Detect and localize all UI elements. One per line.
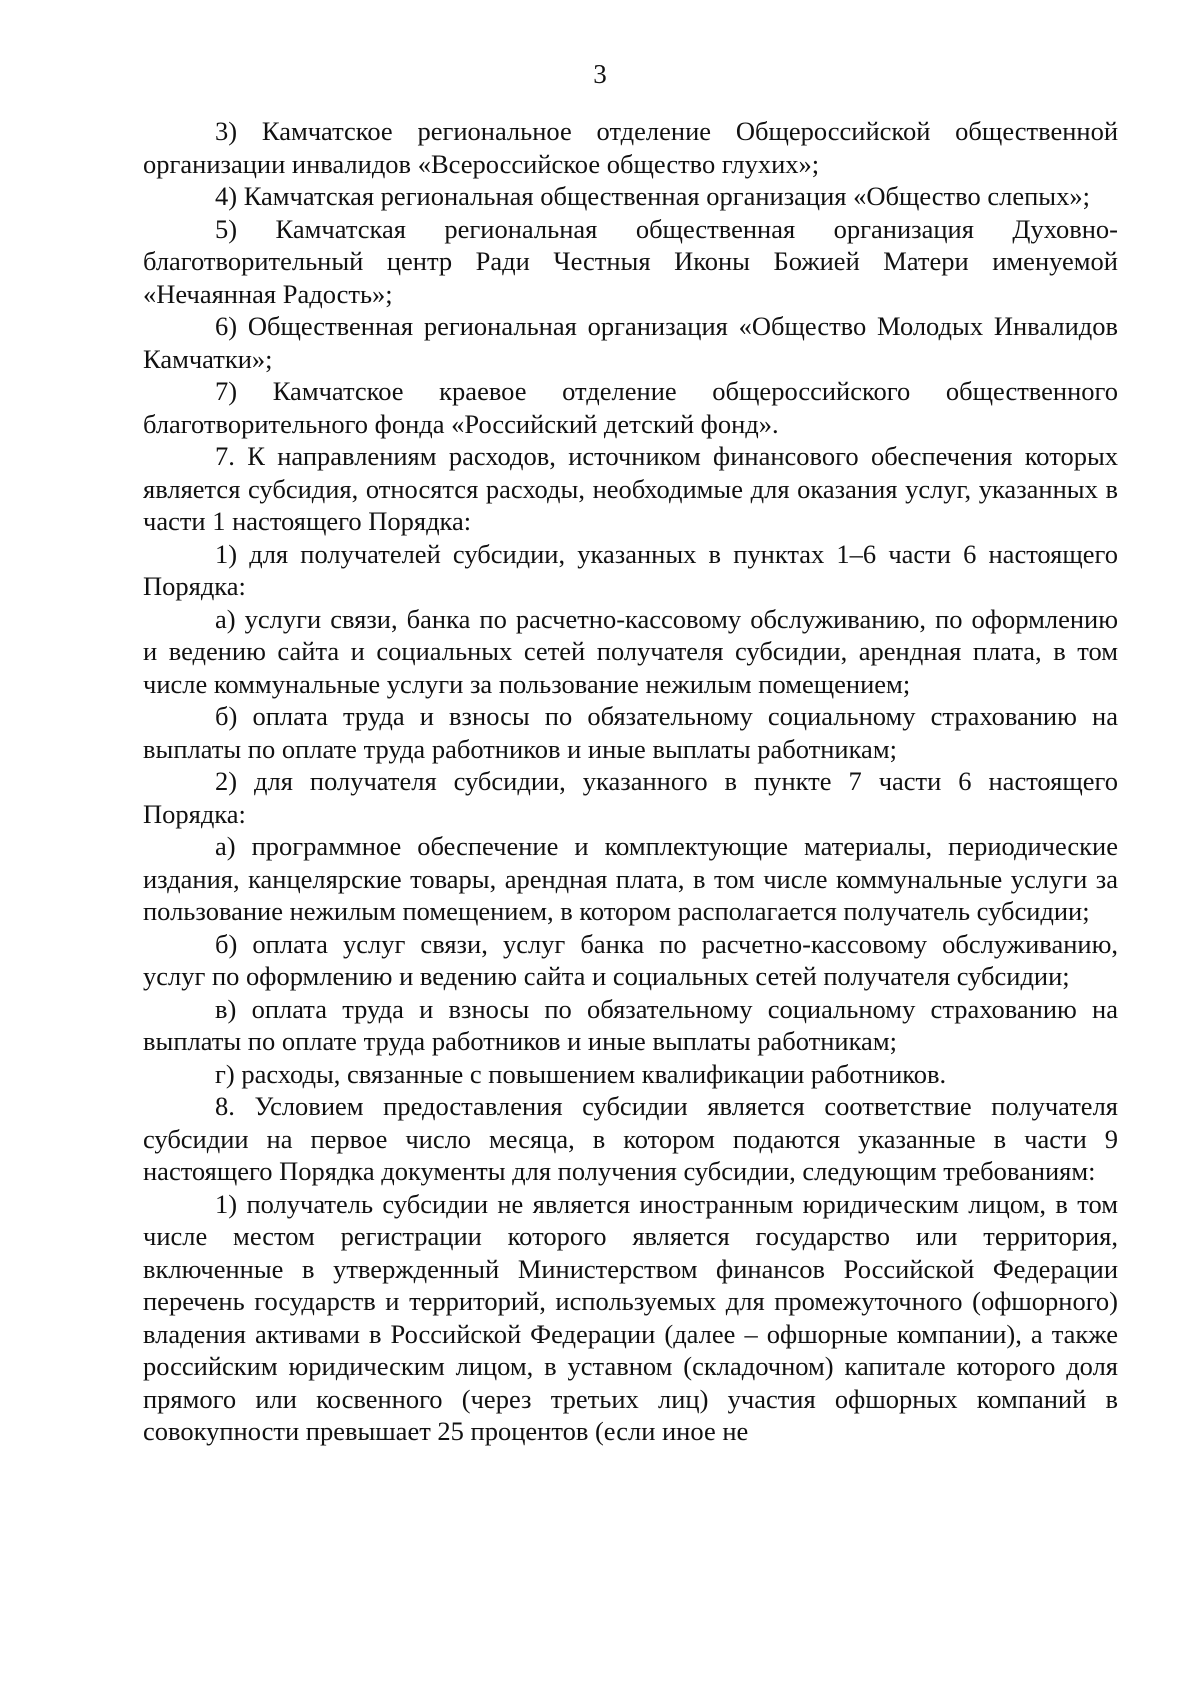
paragraph-section-7-item-1: 1) для получателей субсидии, указанных в пунктах 1–6 части 6 настоящего Порядка: bbox=[143, 538, 1118, 601]
paragraph-section-8: 8. Условием предоставления субсидии является соответствие получателя субсидии на первое число месяца, в котором подаются указанные в части 9 настоящего Порядка документы для получения субсидии, следующим требованиям: bbox=[143, 1091, 1118, 1186]
paragraph-section-7-item-2a: а) программное обеспечение и комплектующие материалы, периодические издания, канцелярские товары, арендная плата, в том числе коммунальные услуги за пользование нежилым помещением, в котором располагается получатель субсидии; bbox=[143, 831, 1118, 926]
page-number: 3 bbox=[593, 59, 607, 89]
paragraph-section-7-item-2b: б) оплата услуг связи, услуг банка по расчетно-кассовому обслуживанию, услуг по оформлению и ведению сайта и социальных сетей получателя субсидии; bbox=[143, 928, 1118, 991]
paragraph-section-7-item-1a: а) услуги связи, банка по расчетно-кассовому обслуживанию, по оформлению и ведению сайта и социальных сетей получателя субсидии, арендная плата, в том числе коммунальные услуги за пользование нежилым помещением; bbox=[143, 603, 1118, 699]
paragraph-section-7-item-2: 2) для получателя субсидии, указанного в пункте 7 части 6 настоящего Порядка: bbox=[143, 766, 1118, 829]
paragraph-item-5: 5) Камчатская региональная общественная организация Духовно-благотворительный центр Ради Честныя Иконы Божией Матери именуемой «Нечаянная Радость»; bbox=[143, 213, 1118, 309]
paragraph-item-7: 7) Камчатское краевое отделение общероссийского общественного благотворительного фонда «Российский детский фонд». bbox=[143, 376, 1118, 439]
paragraph-item-3: 3) Камчатское региональное отделение Общероссийской общественной организации инвалидов «Всероссийское общество глухих»; bbox=[143, 116, 1118, 179]
paragraph-section-7-item-2v: в) оплата труда и взносы по обязательному социальному страхованию на выплаты по оплате труда работников и иные выплаты работникам; bbox=[143, 993, 1118, 1056]
paragraph-item-6: 6) Общественная региональная организация «Общество Молодых Инвалидов Камчатки»; bbox=[143, 311, 1118, 374]
paragraph-section-7: 7. К направлениям расходов, источником финансового обеспечения которых является субсидия, относятся расходы, необходимые для оказания услуг, указанных в части 1 настоящего Порядка: bbox=[143, 441, 1118, 536]
paragraph-item-4: 4) Камчатская региональная общественная организация «Общество слепых»; bbox=[215, 181, 1090, 211]
paragraph-section-7-item-1b: б) оплата труда и взносы по обязательному социальному страхованию на выплаты по оплате труда работников и иные выплаты работникам; bbox=[143, 701, 1118, 764]
paragraph-section-8-item-1: 1) получатель субсидии не является иностранным юридическим лицом, в том числе местом регистрации которого является государство или территория, включенные в утвержденный Министерством финансов Российской Федерации перечень государств и территорий, используемых для промежуточного (офшорного) владения активами в Российской Федерации (далее – офшорные компании), а также российским юридическим лицом, в уставном (складочном) капитале которого доля прямого или косвенного (через третьих лиц) участия офшорных компаний в совокупности превышает 25 процентов (если иное не bbox=[143, 1188, 1118, 1446]
document-body bbox=[143, 115, 1118, 1448]
paragraph-section-7-item-2g: г) расходы, связанные с повышением квалификации работников. bbox=[215, 1058, 947, 1089]
